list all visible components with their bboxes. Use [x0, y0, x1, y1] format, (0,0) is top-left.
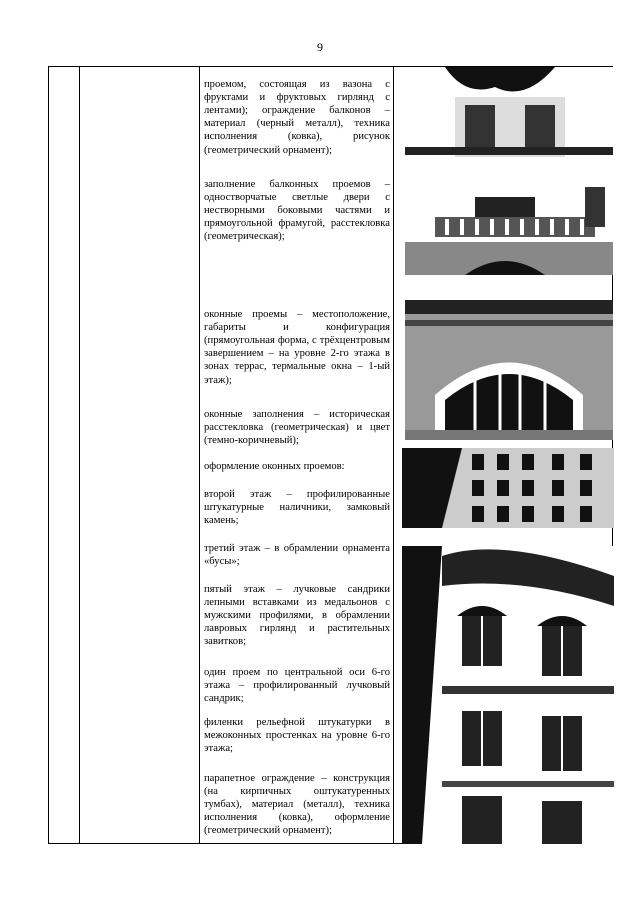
paragraph: оконные проемы – местоположение, габариты и конфигурация (прямоугольная форма, с трёхцентровым завершением – на уровне 2-го этажа в зонах террас, термальные окна – 1-ый этаж); — [204, 308, 390, 386]
paragraph: один проем по центральной оси 6-го этажа – профилированный лучковый сандрик; — [204, 666, 390, 704]
photo-building-upper-floors — [402, 448, 614, 528]
column-divider — [393, 67, 394, 843]
paragraph: третий этаж – в обрамлении орнамента «бусы»; — [204, 542, 390, 567]
paragraph: проемом, состоящая из вазона с фруктами и фруктовых гирлянд с лентами); ограждение балконов – материал (черный металл), техника исполнения (ковка), рисунок (геометрический орнамент); — [204, 78, 390, 156]
paragraph: пятый этаж – лучковые сандрики лепными вставками из медальонов с мужскими профилями, в обрамлении лавровых гирлянд и растительных завитков; — [204, 583, 390, 648]
paragraph: филенки рельефной штукатурки в межоконных простенках на уровне 6-го этажа; — [204, 716, 390, 754]
column-divider — [199, 67, 200, 843]
photo-balcony-facade — [405, 67, 613, 275]
photo-building-corner — [402, 546, 614, 844]
page-number: 9 — [317, 40, 323, 54]
paragraph: заполнение балконных проемов – одностворчатые светлые двери с нестворными боковыми частями и прямоугольной фрамугой, расстекловка (геометрическая); — [204, 178, 390, 243]
paragraph: оконные заполнения – историческая расстекловка (геометрическая) и цвет (темно-коричневый); — [204, 408, 390, 446]
paragraph: оформление оконных проемов: — [204, 460, 345, 472]
photo-thermal-window — [405, 300, 613, 440]
paragraph: парапетное ограждение – конструкция (на кирпичных оштукатуренных тумбах), материал (металл), техника исполнения (ковка), оформление (геометрический орнамент); — [204, 772, 390, 837]
document-table — [48, 66, 613, 844]
column-divider — [79, 67, 80, 843]
paragraph: второй этаж – профилированные штукатурные наличники, замковый камень; — [204, 488, 390, 526]
